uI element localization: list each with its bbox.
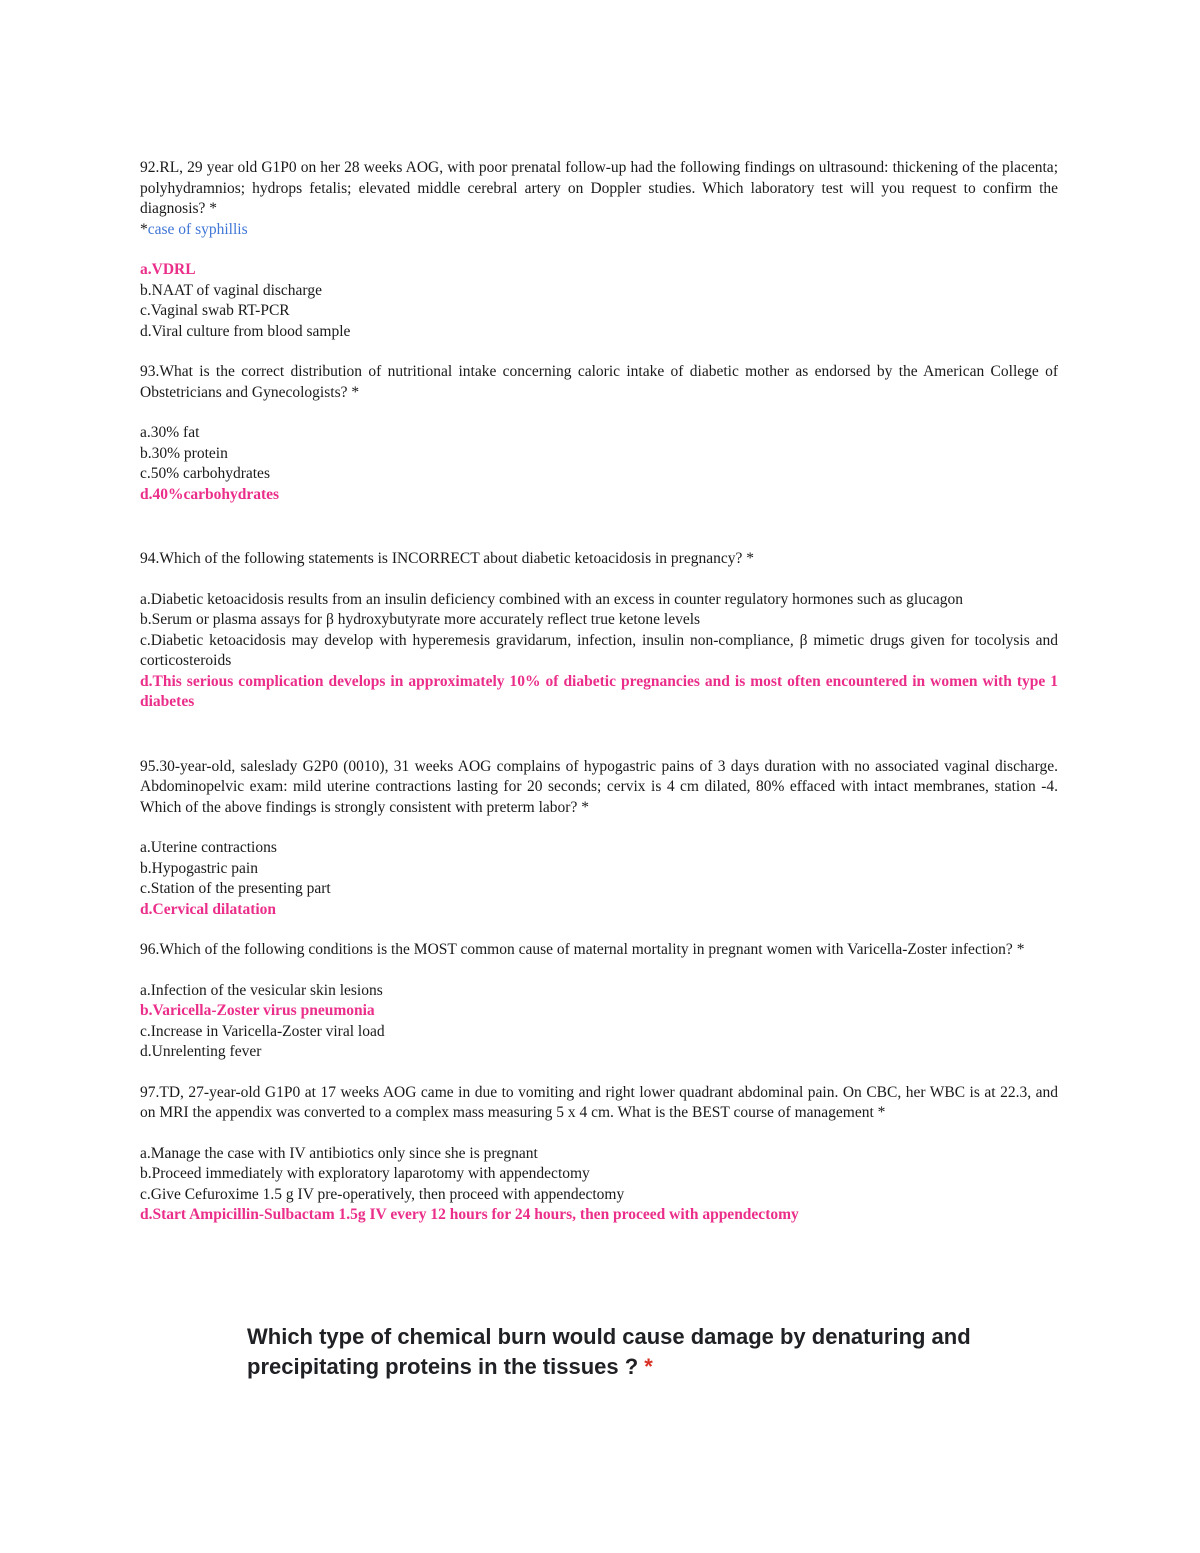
question-94 (140, 549, 1058, 713)
options-list (140, 423, 1058, 505)
option-b: b.Hypogastric pain (140, 859, 258, 877)
options-list (140, 590, 1058, 713)
question-text: 94.Which of the following statements is INCORRECT about diabetic ketoacidosis in pregnancy? * (140, 550, 754, 567)
options-list (140, 260, 1058, 342)
options-list (140, 1144, 1058, 1226)
option-d-correct: d.This serious complication develops in approximately 10% of diabetic pregnancies and is most often encountered in women with type 1 diabetes (140, 672, 1058, 710)
options-list (140, 838, 1058, 920)
option-b: b.NAAT of vaginal discharge (140, 281, 322, 299)
note-star: * (140, 220, 148, 238)
question-text: 92.RL, 29 year old G1P0 on her 28 weeks AOG, with poor prenatal follow-up had the following findings on ultrasound: thickening of the placenta; polyhydramnios; hydrops fetalis; elevated middle cerebral artery on Doppler studies. Which laboratory test will you request to confirm the diagnosis? * (140, 159, 1058, 217)
option-c: c.50% carbohydrates (140, 465, 270, 482)
question-92 (140, 158, 1058, 342)
option-d-correct: d.Start Ampicillin-Sulbactam 1.5g IV every 12 hours for 24 hours, then proceed with appendectomy (140, 1206, 799, 1223)
option-a: a.Uterine contractions (140, 839, 277, 856)
question-97 (140, 1083, 1058, 1226)
option-c: c.Vaginal swab RT-PCR (140, 302, 290, 319)
option-a: a.Diabetic ketoacidosis results from an insulin deficiency combined with an excess in counter regulatory hormones such as glucagon (140, 590, 963, 608)
question-96 (140, 940, 1058, 1063)
question-text: 93.What is the correct distribution of nutritional intake concerning caloric intake of diabetic mother as endorsed by the American College of Obstetricians and Gynecologists? * (140, 363, 1058, 401)
option-b: b.30% protein (140, 444, 228, 462)
options-list (140, 981, 1058, 1063)
option-c: c.Diabetic ketoacidosis may develop with hyperemesis gravidarum, infection, insulin non-compliance, β mimetic drugs given for tocolysis and corticosteroids (140, 631, 1058, 669)
option-c: c.Station of the presenting part (140, 880, 331, 897)
option-a: a.Infection of the vesicular skin lesions (140, 981, 383, 999)
question-text: 95.30-year-old, saleslady G2P0 (0010), 31 weeks AOG complains of hypogastric pains of 3 days duration with no associated vaginal discharge. Abdominopelvic exam: mild uterine contractions lasting for 20 seconds; cervix is 4 cm dilated, 80% effaced with intact membranes, station -4. Which of the above findings is strongly consistent with preterm labor? * (140, 757, 1058, 816)
option-d: d.Unrelenting fever (140, 1043, 262, 1060)
option-d-correct: d.Cervical dilatation (140, 900, 277, 918)
option-c: c.Increase in Varicella-Zoster viral load (140, 1022, 385, 1040)
option-a: a.Manage the case with IV antibiotics only since she is pregnant (140, 1144, 538, 1162)
note-text: case of syphillis (147, 220, 248, 238)
option-d-correct: d.40%carbohydrates (140, 485, 280, 503)
question-text: 97.TD, 27-year-old G1P0 at 17 weeks AOG came in due to vomiting and right lower quadrant abdominal pain. On CBC, her WBC is at 22.3, and on MRI the appendix was converted to a complex mass measuring 5 x 4 cm. What is the BEST course of management * (140, 1083, 1058, 1121)
option-b: b.Proceed immediately with exploratory laparotomy with appendectomy (140, 1165, 590, 1182)
option-b: b.Serum or plasma assays for β hydroxybutyrate more accurately reflect true ketone levels (140, 611, 701, 628)
quiz-document (140, 158, 1058, 1246)
option-d: d.Viral culture from blood sample (140, 322, 351, 340)
final-question-title (247, 1322, 1047, 1382)
option-c: c.Give Cefuroxime 1.5 g IV pre-operatively, then proceed with appendectomy (140, 1185, 625, 1203)
option-b-correct: b.Varicella-Zoster virus pneumonia (140, 1002, 375, 1019)
final-question-text: Which type of chemical burn would cause damage by denaturing and precipitating proteins in the tissues ? (247, 1324, 971, 1379)
question-93 (140, 362, 1058, 505)
required-asterisk: * (644, 1354, 653, 1379)
answer-note (140, 220, 1058, 241)
question-text: 96.Which of the following conditions is the MOST common cause of maternal mortality in pregnant women with Varicella-Zoster infection? * (140, 941, 1025, 958)
question-95 (140, 757, 1058, 921)
option-a-correct: a.VDRL (140, 261, 196, 278)
option-a: a.30% fat (140, 424, 200, 441)
